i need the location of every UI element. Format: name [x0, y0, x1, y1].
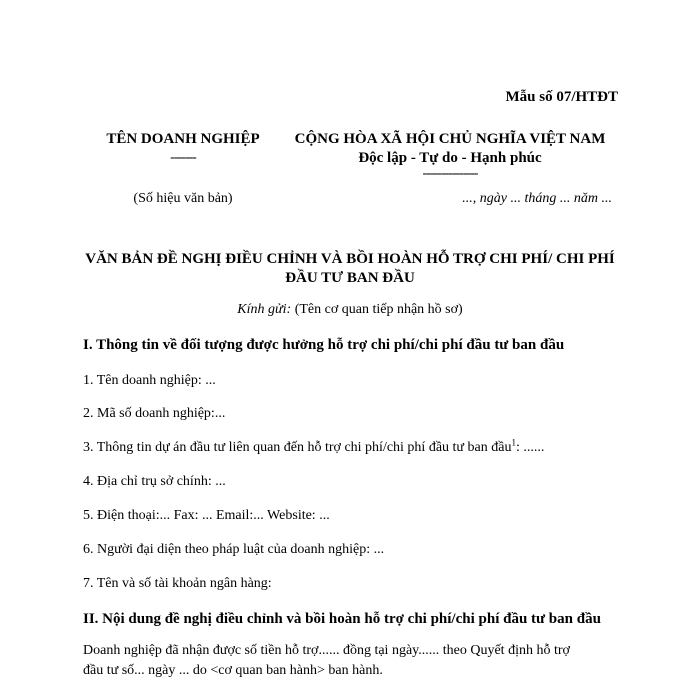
company-name: TÊN DOANH NGHIỆP [106, 131, 260, 147]
left-divider: ------- [170, 150, 196, 165]
document-title-line-1: VĂN BẢN ĐỀ NGHỊ ĐIỀU CHỈNH VÀ BỒI HOÀN HỖ TRỢ CHI PHÍ/ CHI PHÍ [85, 251, 615, 267]
national-motto: Độc lập - Tự do - Hạnh phúc [358, 150, 542, 166]
date-line: ..., ngày ... tháng ... năm ... [462, 191, 612, 206]
document-title-line-2: ĐẦU TƯ BAN ĐẦU [285, 270, 415, 286]
field-project-info-label: 3. Thông tin dự án đầu tư liên quan đến hỗ trợ chi phí/chi phí đầu tư ban đầu [83, 440, 512, 455]
field-bank-account: 7. Tên và số tài khoản ngân hàng: [83, 576, 272, 591]
field-contact-info: 5. Điện thoại:... Fax: ... Email:... Website: ... [83, 508, 330, 523]
field-legal-representative: 6. Người đại diện theo pháp luật của doanh nghiệp: ... [83, 542, 385, 557]
section-2-paragraph-line-1: Doanh nghiệp đã nhận được số tiền hỗ trợ...... đồng tại ngày...... theo Quyết định hỗ trợ [83, 643, 570, 658]
recipient-label: Kính gửi: [237, 302, 292, 317]
form-code: Mẫu số 07/HTĐT [505, 89, 618, 105]
section-2-paragraph-line-2: đầu tư số... ngày ... do <cơ quan ban hành> ban hành. [83, 663, 383, 678]
field-project-info-value: : ...... [515, 440, 545, 455]
section-2-heading: II. Nội dung đề nghị điều chỉnh và bồi hoàn hỗ trợ chi phí/chi phí đầu tư ban đầu [83, 611, 601, 627]
country-name: CỘNG HÒA XÃ HỘI CHỦ NGHĨA VIỆT NAM [294, 131, 606, 147]
field-company-code: 2. Mã số doanh nghiệp:... [83, 406, 226, 421]
field-company-name: 1. Tên doanh nghiệp: ... [83, 373, 216, 388]
section-1-heading: I. Thông tin về đối tượng được hưởng hỗ trợ chi phí/chi phí đầu tư ban đầu [83, 337, 565, 353]
document-number: (Số hiệu văn bản) [133, 191, 233, 206]
right-divider: --------------- [422, 166, 478, 181]
field-head-office-address: 4. Địa chỉ trụ sở chính: ... [83, 474, 226, 489]
recipient-value: (Tên cơ quan tiếp nhận hồ sơ) [294, 302, 463, 317]
footnote-marker: 1 [511, 437, 516, 448]
recipient-line [60, 302, 640, 318]
field-project-info [83, 437, 545, 456]
